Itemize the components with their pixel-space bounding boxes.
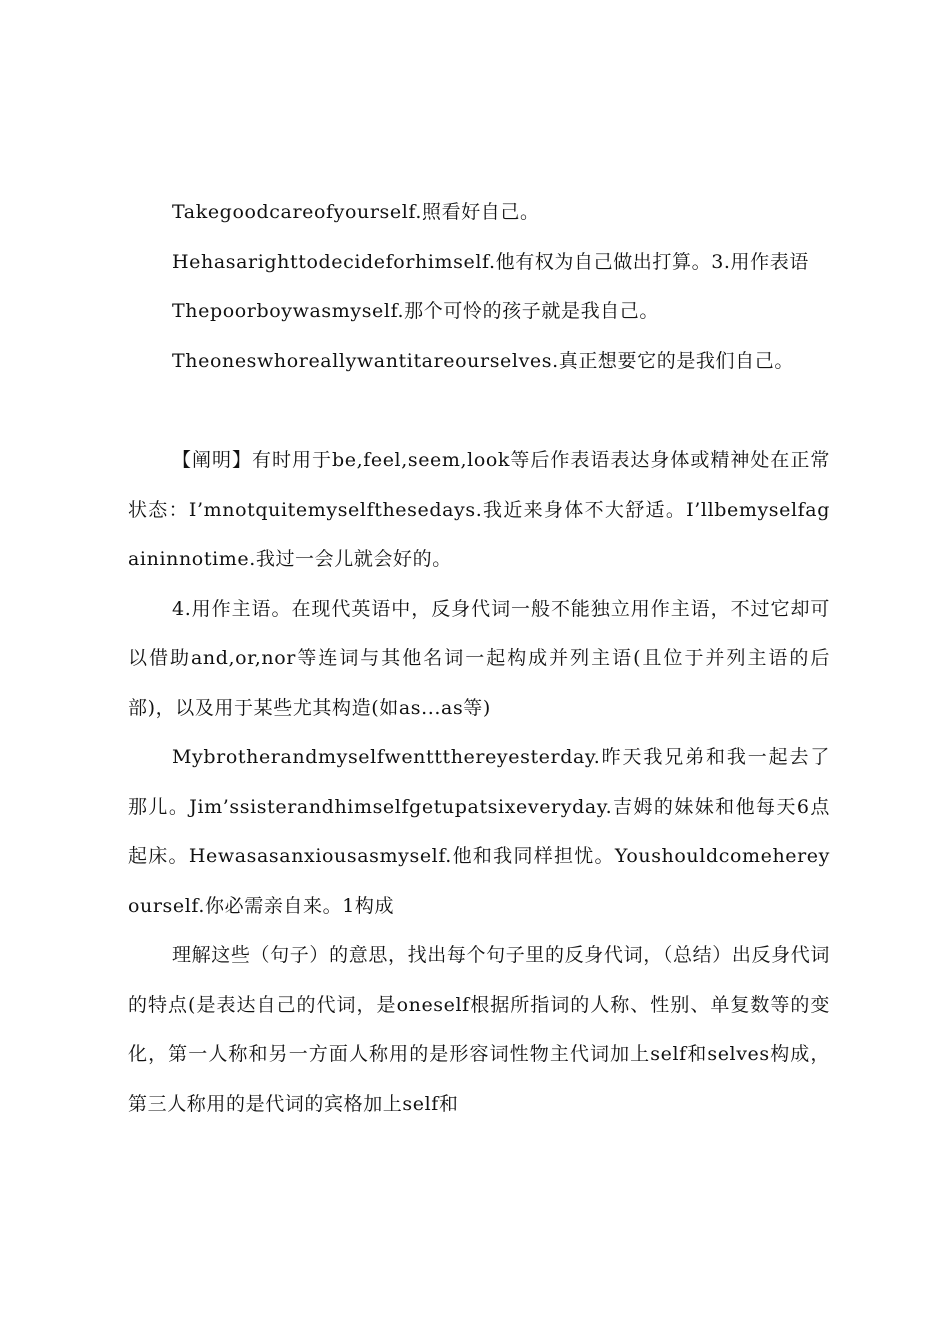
paragraph-as-subject: 4.用作主语。在现代英语中，反身代词一般不能独立用作主语，不过它却可以借助and,or,nor等连词与其他名词一起构成并列主语(且位于并列主语的后部)，以及用于某些尤其构造(如as...as等) bbox=[128, 597, 830, 719]
document-body bbox=[128, 188, 830, 1129]
paragraph-decide-himself: Hehasarighttodecideforhimself.他有权为自己做出打算。3.用作表语 bbox=[172, 250, 809, 273]
paragraph-explanation: 【阐明】有时用于be,feel,seem,look等后作表语表达身体或精神处在正常状态：I’mnotquitemyselfthesedays.我近来身体不大舒适。I’llbemyselfagaininnotime.我过一会儿就会好的。 bbox=[128, 449, 830, 570]
paragraph-examples: Mybrotherandmyselfwenttthereyesterday.昨天我兄弟和我一起去了那儿。Jim’ssisterandhimselfgetupatsixeveryday.吉姆的妹妹和他每天6点起床。Hewasasanxiousasmyself.他和我同样担忧。Youshouldcomehereyourself.你必需亲自来。1构成 bbox=[128, 746, 830, 917]
paragraph-poor-boy: Thepoorboywasmyself.那个可怜的孩子就是我自己。 bbox=[172, 300, 659, 322]
paragraph-take-care: Takegoodcareofyourself.照看好自己。 bbox=[172, 201, 540, 223]
paragraph-summary: 理解这些（句子）的意思，找出每个句子里的反身代词，（总结）出反身代词的特点(是表达自己的代词，是oneself根据所指词的人称、性别、单复数等的变化，第一人称和另一方面人称用的是形容词性物主代词加上self和selves构成，第三人称用的是代词的宾格加上self和 bbox=[128, 944, 830, 1115]
paragraph-ones-who-want: Theoneswhoreallywantitareourselves.真正想要它的是我们自己。 bbox=[172, 349, 794, 372]
paragraph-gap bbox=[128, 386, 830, 436]
